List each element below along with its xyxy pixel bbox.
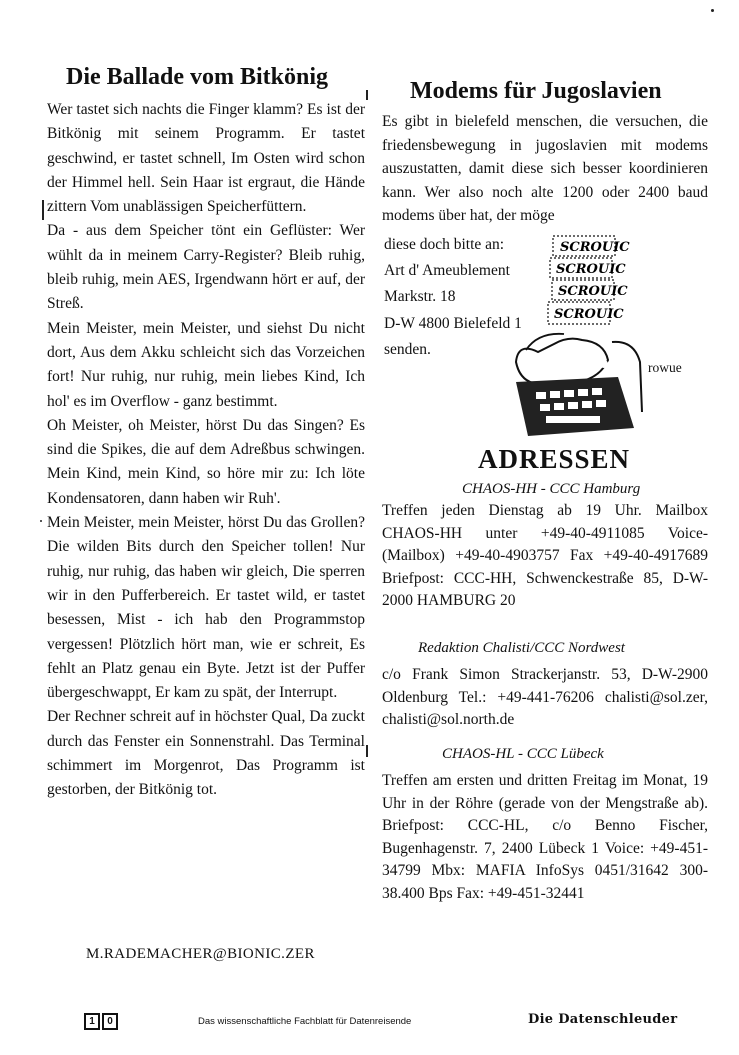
modems-title: Modems für Jugoslavien (410, 78, 662, 104)
modems-body: Es gibt in bielefeld menschen, die versuchen, die friedensbewegung in jugoslavien mit modems auszustatten, damit diese sich besser koordinieren kann. Wer also noch alte 1200 oder 2400 baud modems über hat, der möge (382, 113, 708, 224)
page-number-digit: 1 (84, 1013, 100, 1030)
ballade-paragraph: Mein Meister, mein Meister, hörst Du das Grollen? Die wilden Bits durch den Speicher tollen! Nur ruhig, nur ruhig, das haben wir gleich, Die sperren wir in den Pufferbereich. Er tastet wild, er tastet besessen, Mist - ich hab den Programmstop vergessen! Plötzlich hört man, wie er schreit, Es fehlt an Platz genau ein Byte. Jetzt ist der Puffer übergeschwappt, Er kam zu spät, der Interrupt. (47, 514, 365, 702)
scan-speck (366, 90, 368, 100)
stamp-text: SCROUIC (558, 284, 628, 299)
modems-address (384, 232, 522, 363)
modems-address-line: Markstr. 18 (384, 288, 456, 306)
stamp-text: SCROUIC (554, 307, 624, 322)
address-section-body: Treffen am ersten und dritten Freitag im Monat, 19 Uhr in der Röhre (gerade von der Mengstraße ab). Briefpost: CCC-HL, c/o Benno Fischer, Bugenhagenstr. 7, 2400 Lübeck 1 Voice: +49-451-34799 Mbx: MAFIA InfoSys 0451/31642 300-38.400 Bps Fax: +49-451-32441 (382, 772, 708, 902)
modems-address-line: senden. (384, 340, 431, 358)
footer-tagline: Das wissenschaftliche Fachblatt für Datenreisende (198, 1016, 412, 1027)
scan-speck (366, 745, 368, 757)
stamp-stack (548, 236, 630, 324)
address-section-body: c/o Frank Simon Strackerjanstr. 53, D-W-2900 Oldenburg Tel.: +49-441-76206 chalisti@sol.zer, chalisti@sol.north.de (382, 666, 708, 728)
scan-speck (42, 200, 44, 220)
hand-keyboard-drawing (516, 334, 642, 436)
addresses-heading: ADRESSEN (478, 444, 631, 474)
modem-illustration (508, 232, 648, 444)
address-section-title: Redaktion Chalisti/CCC Nordwest (418, 640, 625, 656)
ballade-paragraph: Da - aus dem Speicher tönt ein Geflüster: Wer wühlt da in meinem Carry-Register? Bleib ruhig, bleib ruhig, mein AES, Irgendwann hört er auf, der Streß. (47, 222, 365, 313)
scan-speck (40, 520, 42, 522)
modems-address-line: D-W 4800 Bielefeld 1 (384, 314, 522, 332)
scan-speck (711, 9, 714, 12)
address-section-title: CHAOS-HH - CCC Hamburg (462, 481, 641, 497)
stamp-text: SCROUIC (560, 240, 630, 255)
modems-address-line: Art d' Ameublement (384, 262, 510, 280)
ballade-paragraph: Wer tastet sich nachts die Finger klamm? Es ist der Bitkönig mit seinem Programm. Er tastet geschwind, er tastet schnell, Im Osten wird schon der Himmel hell. Sein Haar ist ergraut, die Hände zittern Vom unablässigen Speicherfüttern. (47, 101, 365, 216)
stamp-text: SCROUIC (556, 262, 626, 277)
address-section-title: CHAOS-HL - CCC Lübeck (442, 746, 604, 762)
ballade-body (47, 98, 365, 803)
ballade-paragraph: Der Rechner schreit auf in höchster Qual, Da zuckt durch das Fenster ein Sonnenstrahl. Das Terminal schimmert im Morgenrot, Das Programm ist gestorben, der Bitkönig tot. (47, 708, 365, 799)
modems-address-line: diese doch bitte an: (384, 236, 505, 253)
footer-brand: Die Datenschleuder (528, 1012, 678, 1027)
ballade-paragraph: Mein Meister, mein Meister, und siehst Du nicht dort, Aus dem Akku schleicht sich das Vorzeichen fort! Nur ruhig, nur ruhig, mein liebes Kind, Ich hol' es im Overflow - ganz bestimmt. (47, 319, 365, 410)
ballade-title: Die Ballade vom Bitkönig (66, 64, 329, 90)
ballade-paragraph: Oh Meister, oh Meister, hörst Du das Singen? Es sind die Spikes, die auf dem Adreßbus schwingen. Mein Kind, mein Kind, so höre mir zu: Ich löte Kondensatoren, dann haben wir Ruh'. (47, 416, 365, 507)
ballade-signature: M.RADEMACHER@BIONIC.ZER (86, 946, 315, 962)
address-section-body: Treffen jeden Dienstag ab 19 Uhr. Mailbox CHAOS-HH unter +49-40-4911085 Voice-(Mailbox) +49-40-4903757 Fax +49-40-4917689 Briefpost: CCC-HH, Schwenckestraße 85, D-W-2000 HAMBURG 20 (382, 502, 708, 609)
page-number-digit: 0 (102, 1013, 118, 1030)
modems-author: rowue (648, 360, 682, 375)
